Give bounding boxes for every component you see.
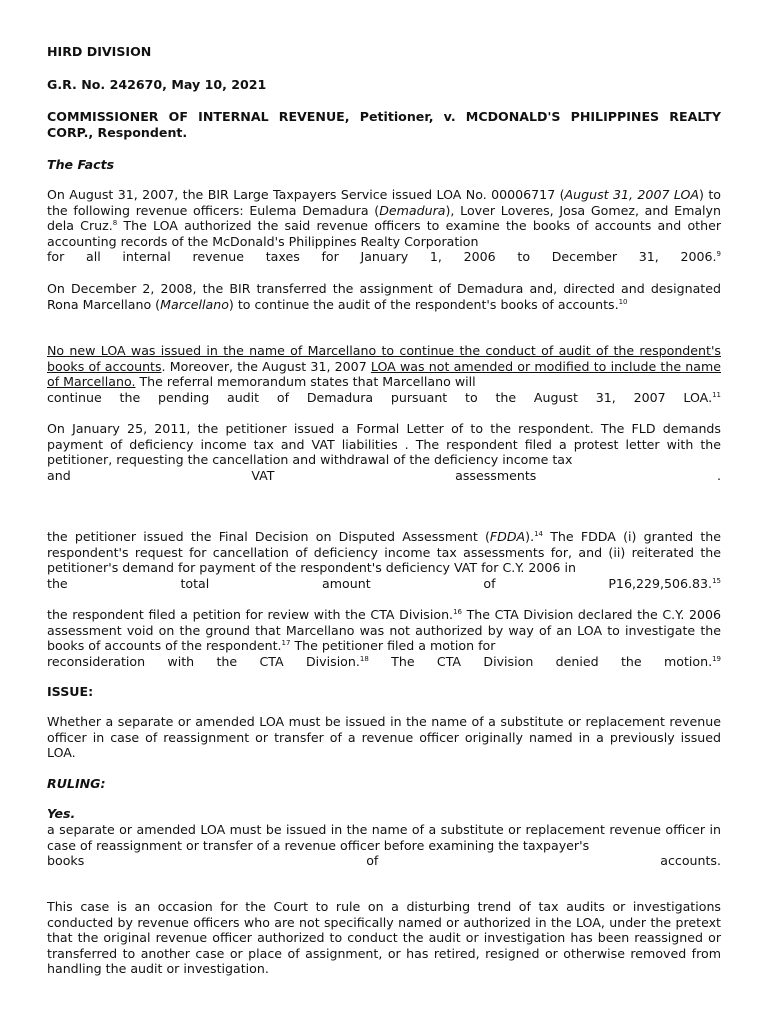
ruling-answer: Yes.: [47, 806, 76, 821]
footnote-ref: 19: [712, 654, 721, 663]
ruling-paragraph-1: a separate or amended LOA must be issued in the name of a substitute or replacement revenue officer in case of reassignment or transfer of a revenue officer before examining the taxpayer's books of accounts.: [47, 822, 721, 869]
facts-paragraph-4: On January 25, 2011, the petitioner issued a Formal Letter of to the respondent. The FLD demands payment of deficiency income tax and VAT liabilities . The respondent filed a protest letter with the petitioner, requesting the cancellation and withdrawal of the deficiency income tax and VAT assessments .: [47, 421, 721, 483]
footnote-ref: 14: [534, 530, 544, 538]
footnote-ref: 9: [716, 250, 721, 259]
footnote-ref: 18: [359, 654, 369, 663]
division-heading: HIRD DIVISION: [47, 44, 152, 59]
footnote-ref: 15: [712, 576, 721, 585]
facts-paragraph-2: On December 2, 2008, the BIR transferred the assignment of Demadura and, directed and designated Rona Marcellano (Marcellano) to continue the audit of the respondent's books of accounts.$^{10}$: [47, 281, 721, 312]
case-parties: COMMISSIONER OF INTERNAL REVENUE, Petitioner, v. MCDONALD'S PHILIPPINES REALTY CORP., Respondent.: [47, 109, 721, 140]
ruling-paragraph-2: This case is an occasion for the Court to rule on a disturbing trend of tax audits or investigations conducted by revenue officers who are not specifically named or authorized in the LOA, under the pretext that the original revenue officer authorized to conduct the audit or investigation has been reassigned or transferred to another case or place of assignment, or has retired, resigned or otherwise removed from handling the audit or investigation.: [47, 899, 721, 977]
facts-paragraph-3: No new LOA was issued in the name of Marcellano to continue the conduct of audit of the respondent's books of accounts. Moreover, the August 31, 2007 LOA was not amended or modified to include the name of Marcellano. The referral memorandum states that Marcellano will continue the pending audit of Demadura pursuant to the August 31, 2007 LOA.$^{11}$: [47, 343, 721, 405]
case-number: G.R. No. 242670, May 10, 2021: [47, 77, 267, 92]
footnote-ref: 16: [453, 608, 462, 616]
issue-text: Whether a separate or amended LOA must be issued in the name of a substitute or replacement revenue officer in case of reassignment or transfer of a revenue officer originally named in a previously issued LOA.: [47, 714, 721, 761]
issue-heading: ISSUE:: [47, 684, 94, 699]
facts-paragraph-5: the petitioner issued the Final Decision on Disputed Assessment (FDDA).$^{14}$ The FDDA (i) granted the respondent's request for cancellation of deficiency income tax assessments for, and (ii) reiterated the petitioner's demand for payment of the respondent's deficiency VAT for C.Y. 2006 in the total amount of P16,229,506.83.15: [47, 529, 722, 591]
footnote-ref: 10: [618, 297, 628, 306]
footnote-ref: 11: [712, 390, 721, 399]
ruling-heading: RULING:: [47, 776, 106, 791]
facts-paragraph-6: the respondent filed a petition for review with the CTA Division.$^{16}$ The CTA Division declared the C.Y. 2006 assessment void on the ground that Marcellano was not authorized by way of an LOA to investigate the books of accounts of the respondent.$^{17}$ The petitioner filed a motion for reconsideration with the CTA Division.$^{18}$ The CTA Division denied the motion.$^{19}$: [47, 607, 721, 669]
facts-heading: The Facts: [47, 157, 115, 172]
footnote-ref: 17: [281, 639, 291, 648]
facts-paragraph-1: On August 31, 2007, the BIR Large Taxpayers Service issued LOA No. 00006717 (August 31, 2007 LOA) to the following revenue officers: Eulema Demadura (Demadura), Lover Loveres, Josa Gomez, and Emalyn dela Cruz.$^8$ The LOA authorized the said revenue officers to examine the books of accounts and other accounting records of the McDonald's Philippines Realty Corporation for all internal revenue taxes for January 1, 2006 to December 31, 2006.$^9$: [47, 187, 722, 265]
footnote-ref: 8: [112, 219, 118, 228]
